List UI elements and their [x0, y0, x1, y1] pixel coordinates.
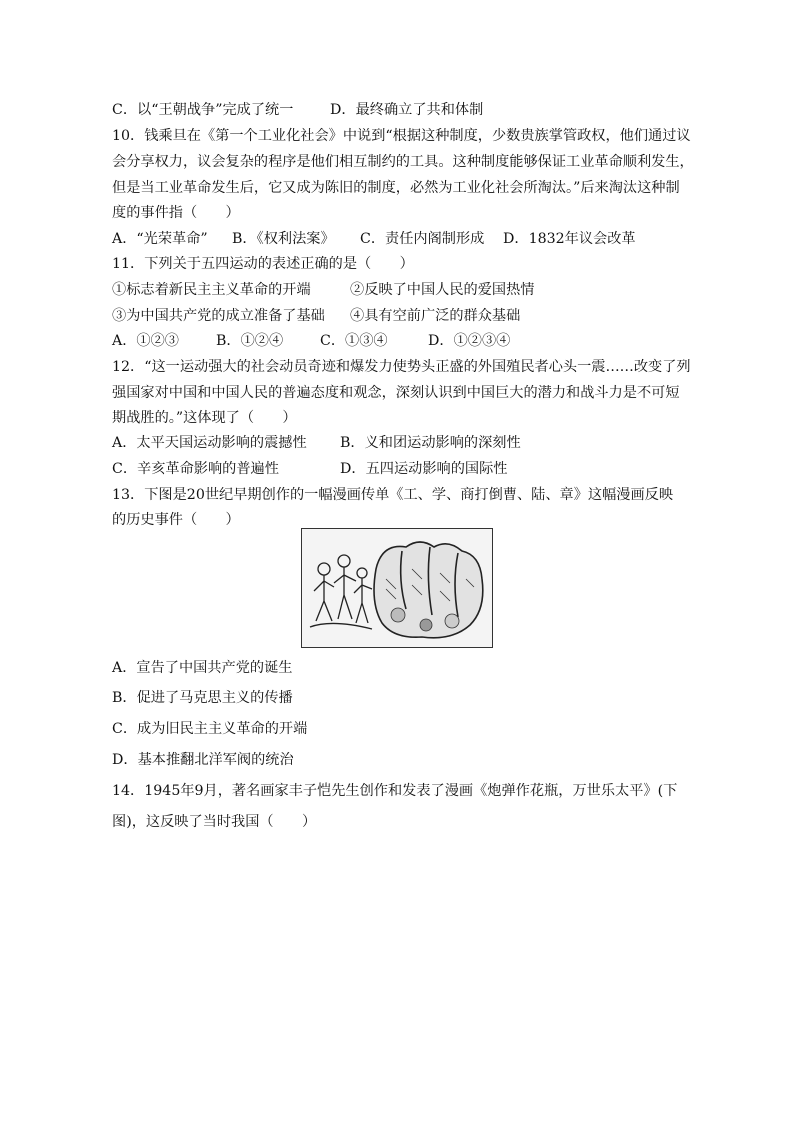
- q11-statement-1: ①标志着新民主主义革命的开端: [112, 282, 311, 298]
- q13-stem-line-2: 的历史事件（ ）: [112, 512, 240, 528]
- q11-option-c: C．①③④: [320, 333, 388, 349]
- q13-option-a: A．宣告了中国共产党的诞生: [112, 660, 293, 676]
- q11-option-b: B．①②④: [216, 333, 284, 349]
- q10-stem-line-3: 但是当工业革命发生后，它又成为陈旧的制度，必然为工业化社会所淘汰。”后来淘汰这种制: [112, 180, 680, 196]
- q14-stem-line-2: 图)，这反映了当时我国（ ）: [112, 814, 317, 830]
- q10-stem-line-2: 会分享权力，议会复杂的程序是他们相互制约的工具。这种制度能够保证工业革命顺利发生，: [112, 154, 694, 170]
- q12-stem-line-1: 12．“这一运动强大的社会动员奇迹和爆发力使势头正盛的外国殖民者心头一震……改变了列: [112, 359, 691, 375]
- q10-option-d: D．1832年议会改革: [503, 231, 636, 247]
- q13-option-b: B．促进了马克思主义的传播: [112, 690, 293, 706]
- q12-stem-line-3: 期战胜的。”这体现了（ ）: [112, 410, 297, 426]
- q12-option-d: D．五四运动影响的国际性: [340, 461, 508, 477]
- q10-stem-line-1: 10．钱乘旦在《第一个工业化社会》中说到“根据这种制度，少数贵族掌管政权，他们通过议: [112, 128, 691, 144]
- q11-option-a: A．①②③: [112, 333, 179, 349]
- q12-stem-line-2: 强国家对中国和中国人民的普遍态度和观念，深刻认识到中国巨大的潜力和战斗力是不可短: [112, 385, 680, 401]
- cartoon-illustration: [301, 528, 493, 648]
- cartoon-drawing: [302, 529, 492, 647]
- q13-option-c: C．成为旧民主主义革命的开端: [112, 721, 308, 737]
- q10-stem-line-4: 度的事件指（ ）: [112, 205, 240, 221]
- q12-option-a: A．太平天国运动影响的震撼性: [112, 435, 307, 451]
- q13-stem-line-1: 13．下图是20世纪早期创作的一幅漫画传单《工、学、商打倒曹、陆、章》这幅漫画反映: [112, 487, 674, 503]
- q10-option-c: C．责任内阁制形成: [360, 231, 485, 247]
- q9-option-c: C．以“王朝战争”完成了统一: [112, 102, 294, 118]
- q11-statement-2: ②反映了中国人民的爱国热情: [350, 282, 535, 298]
- q12-option-c: C．辛亥革命影响的普遍性: [112, 461, 279, 477]
- q11-statement-3: ③为中国共产党的成立准备了基础: [112, 308, 325, 324]
- q10-option-b: B．《权利法案》: [232, 231, 335, 247]
- q12-option-b: B．义和团运动影响的深刻性: [340, 435, 521, 451]
- q9-option-d: D．最终确立了共和体制: [330, 102, 484, 118]
- q10-option-a: A．“光荣革命”: [112, 231, 208, 247]
- q11-option-d: D．①②③④: [428, 333, 511, 349]
- q11-statement-4: ④具有空前广泛的群众基础: [350, 308, 521, 324]
- q11-stem: 11．下列关于五四运动的表述正确的是（ ）: [112, 256, 414, 272]
- q14-stem-line-1: 14．1945年9月，著名画家丰子恺先生创作和发表了漫画《炮弹作花瓶，万世乐太平》(下: [112, 783, 678, 799]
- q13-option-d: D．基本推翻北洋军阀的统治: [112, 752, 294, 768]
